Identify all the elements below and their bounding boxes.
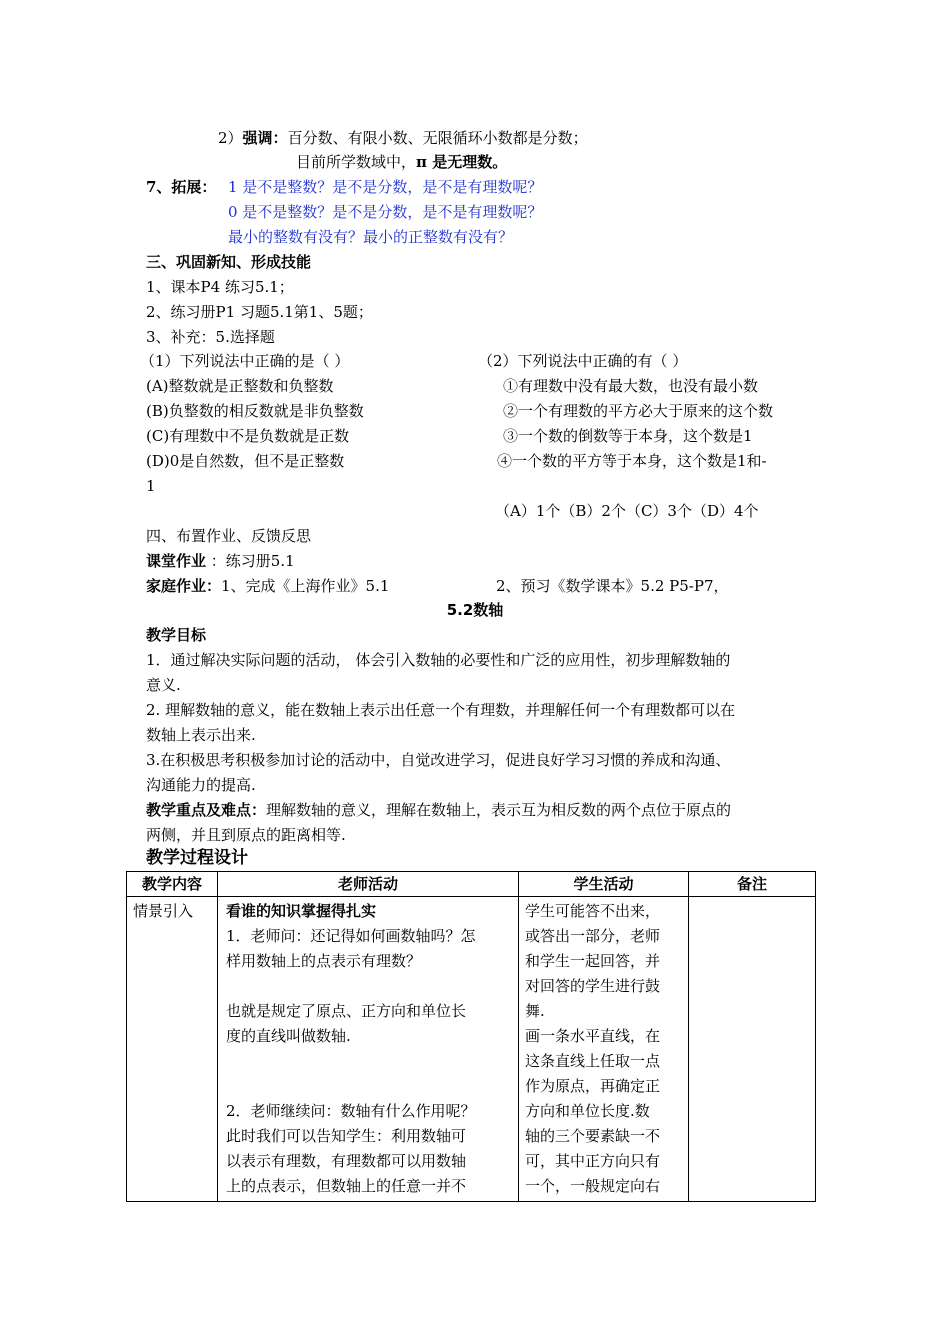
lesson-title: 5.2数轴	[446, 601, 504, 619]
question-2-statement-2: ②一个有理数的平方必大于原来的这个数	[503, 402, 774, 420]
key-points-text: 理解数轴的意义，理解在数轴上，表示互为相反数的两个点位于原点的	[266, 801, 732, 819]
spacer	[226, 974, 510, 999]
student-line: 方向和单位长度.数	[525, 1102, 650, 1120]
question-2-stem: （2）下列说法中正确的有（ ）	[478, 352, 688, 370]
goal-line: 2. 理解数轴的意义，能在数轴上表示出任意一个有理数，并理解任何一个有理数都可以在	[146, 701, 736, 719]
class-homework-text: ：练习册5.1	[206, 552, 295, 570]
teacher-line: 2．老师继续问：数轴有什么作用呢？	[226, 1102, 476, 1120]
practice-item: 2、练习册P1 习题5.1第1、5题；	[146, 303, 373, 321]
question-2-statement-4-wrap: 1	[146, 477, 156, 495]
goal-line: 1．通过解决实际问题的活动， 体会引入数轴的必要性和广泛的应用性，初步理解数轴的	[146, 651, 731, 669]
student-line: 可，其中正方向只有	[525, 1152, 661, 1170]
student-line: 舞.	[525, 1002, 545, 1020]
teacher-line: 1．老师问：还记得如何画数轴吗？怎	[226, 927, 476, 945]
student-line: 或答出一部分，老师	[525, 927, 661, 945]
student-line: 轴的三个要素缺一不	[525, 1127, 661, 1145]
section-3-title: 三、巩固新知、形成技能	[146, 253, 312, 271]
goal-line: 沟通能力的提高.	[146, 776, 256, 794]
question-1-option-c: (C)有理数中不是负数就是正数	[146, 427, 350, 445]
header-teacher: 老师活动	[218, 872, 519, 897]
section-4-title: 四、布置作业、反馈反思	[146, 527, 312, 545]
header-content: 教学内容	[127, 872, 218, 897]
question-1-option-d: (D)0是自然数，但不是正整数	[146, 452, 345, 470]
teacher-line: 度的直线叫做数轴.	[226, 1027, 351, 1045]
question-1-option-b: (B)负整数的相反数就是非负整数	[146, 402, 364, 420]
irrational-statement: π 是无理数。	[416, 153, 508, 171]
teacher-line: 样用数轴上的点表示有理数？	[226, 952, 422, 970]
emphasis-line	[218, 128, 588, 148]
teacher-line: 此时我们可以告知学生：利用数轴可	[226, 1127, 467, 1145]
practice-item: 1、课本P4 练习5.1；	[146, 278, 294, 296]
teacher-title: 看谁的知识掌握得扎实	[226, 902, 377, 920]
goal-line: 数轴上表示出来.	[146, 726, 256, 744]
question-2-statement-1: ①有理数中没有最大数，也没有最小数	[503, 377, 759, 395]
goal-line: 意义.	[146, 676, 181, 694]
process-title: 教学过程设计	[146, 848, 248, 868]
key-points-label: 教学重点及难点：	[146, 801, 267, 819]
home-homework-text-2: 2、预习《数学课本》5.2 P5-P7，	[496, 577, 729, 595]
process-table	[126, 871, 816, 1202]
teacher-line: 也就是规定了原点、正方向和单位长	[226, 1002, 467, 1020]
student-cell	[519, 897, 689, 1202]
student-line: 这条直线上任取一点	[525, 1052, 661, 1070]
remark-cell	[689, 897, 816, 1202]
table-header-row	[127, 872, 816, 897]
student-line: 画一条水平直线，在	[525, 1027, 661, 1045]
student-line: 学生可能答不出来，	[525, 902, 661, 920]
emphasis-line-2	[296, 152, 507, 172]
extension-question: 最小的整数有没有？最小的正整数有没有？	[228, 228, 514, 246]
class-homework	[146, 551, 295, 571]
question-2-statement-3: ③一个数的倒数等于本身，这个数是1	[503, 427, 753, 445]
extension-question: 1 是不是整数？是不是分数，是不是有理数呢？	[228, 178, 543, 196]
teacher-line: 上的点表示，但数轴上的任意一并不	[226, 1177, 467, 1195]
home-homework-text: 1、完成《上海作业》5.1	[221, 577, 390, 595]
question-1-stem: （1）下列说法中正确的是（ ）	[140, 352, 350, 370]
header-remark: 备注	[689, 872, 816, 897]
emphasis-label: 强调：	[242, 129, 288, 147]
extension-label: 7、拓展：	[146, 178, 217, 196]
emphasis-number: 2）	[218, 129, 243, 147]
goals-label: 教学目标	[146, 626, 207, 644]
question-2-options: （A）1个（B）2个（C）3个（D）4个	[495, 502, 759, 520]
home-homework	[146, 576, 389, 596]
header-student: 学生活动	[519, 872, 689, 897]
teacher-line: 以表示有理数，有理数都可以用数轴	[226, 1152, 467, 1170]
key-points-text-2: 两侧，并且到原点的距离相等.	[146, 826, 346, 844]
home-homework-label: 家庭作业：	[146, 577, 222, 595]
extension-question: 0 是不是整数？是不是分数，是不是有理数呢？	[228, 203, 543, 221]
teacher-cell	[218, 897, 519, 1202]
question-2-statement-4: ④一个数的平方等于本身，这个数是1和-	[497, 452, 767, 470]
question-1-option-a: (A)整数就是正整数和负整数	[146, 377, 334, 395]
key-points	[146, 800, 731, 820]
spacer	[226, 1049, 510, 1074]
student-line: 一个，一般规定向右	[525, 1177, 661, 1195]
student-line: 和学生一起回答，并	[525, 952, 661, 970]
content-cell: 情景引入	[127, 897, 218, 1202]
class-homework-label: 课堂作业	[146, 552, 207, 570]
emphasis-text-2: 目前所学数域中，	[296, 153, 417, 171]
table-row	[127, 897, 816, 1202]
student-line: 作为原点，再确定正	[525, 1077, 661, 1095]
spacer	[226, 1074, 510, 1099]
practice-item: 3、补充：5.选择题	[146, 328, 275, 346]
emphasis-text: 百分数、有限小数、无限循环小数都是分数；	[287, 129, 588, 147]
student-line: 对回答的学生进行鼓	[525, 977, 661, 995]
goal-line: 3.在积极思考积极参加讨论的活动中，自觉改进学习，促进良好学习习惯的养成和沟通、	[146, 751, 731, 769]
